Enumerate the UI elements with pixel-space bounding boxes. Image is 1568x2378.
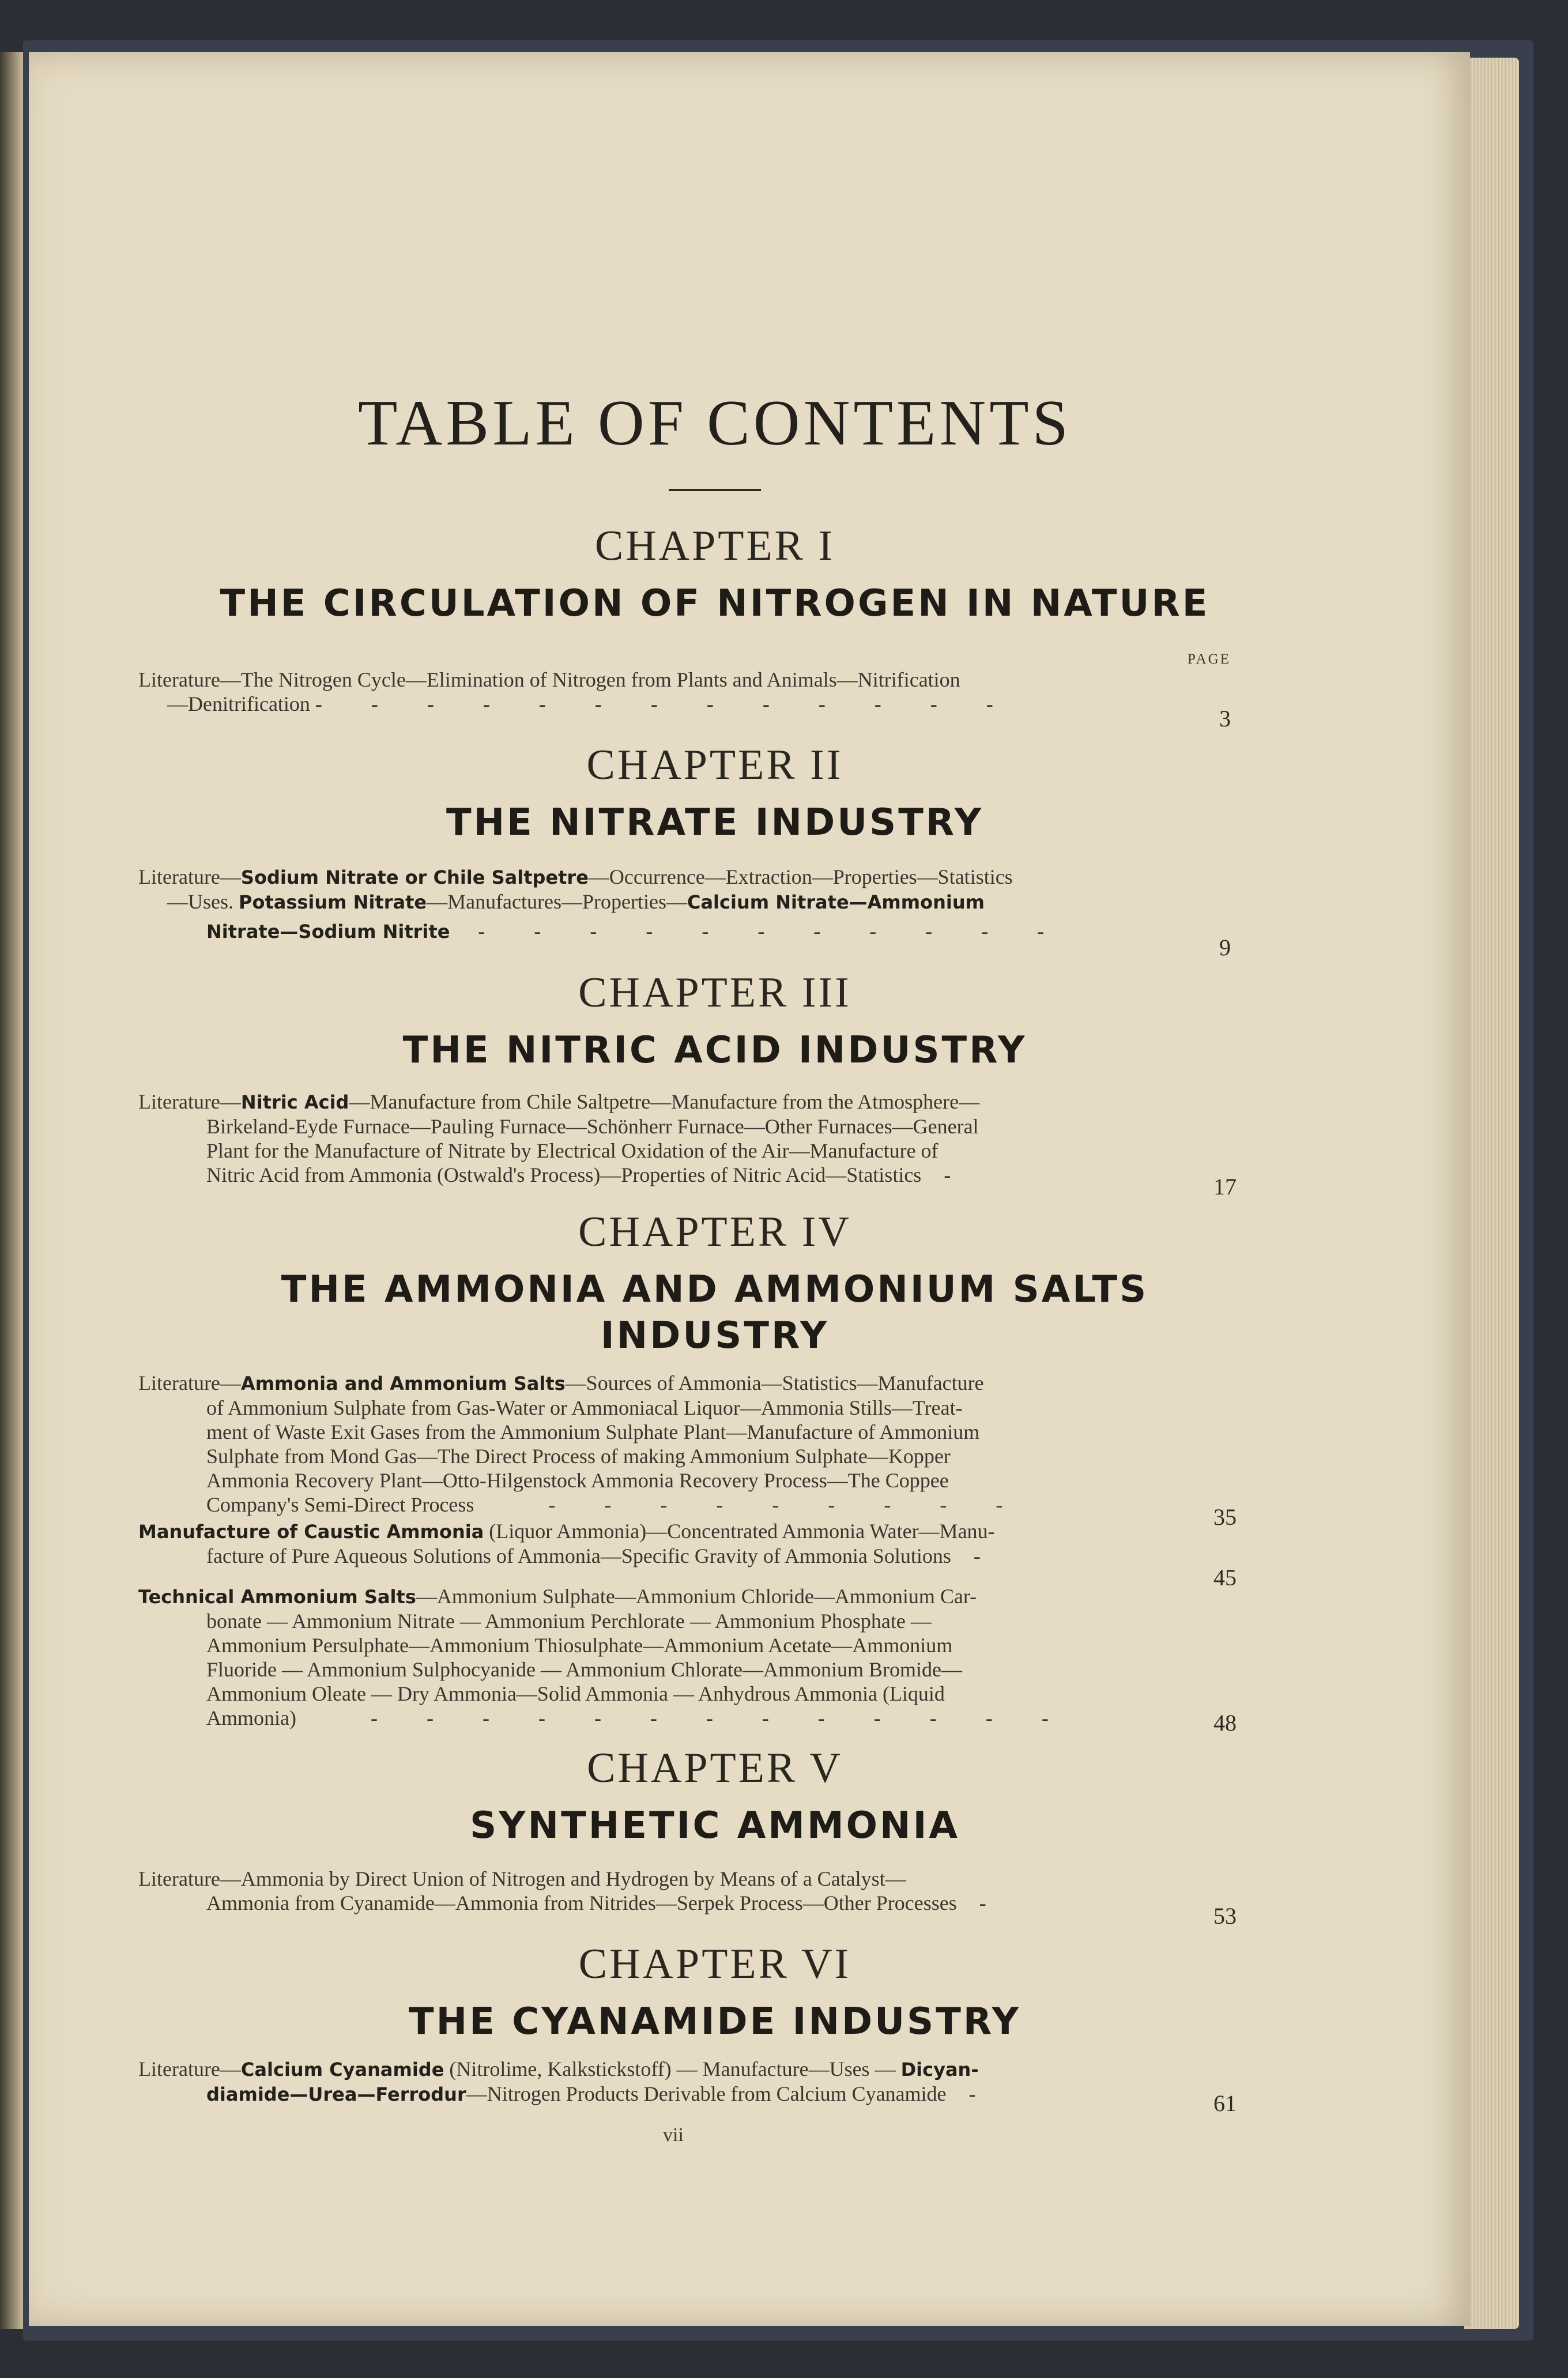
- entry-line: —Denitrification: [167, 692, 310, 715]
- chapter-1-heading: THE CIRCULATION OF NITROGEN IN NATURE: [220, 582, 1210, 625]
- chapter-2-number: CHAPTER II: [586, 741, 843, 789]
- page-folio: vii: [663, 2124, 684, 2146]
- chapter-4-heading-line-1: THE AMMONIA AND AMMONIUM SALTS: [281, 1268, 1149, 1311]
- chapter-5-number: CHAPTER V: [587, 1744, 843, 1792]
- chapter-4-entry-1: Literature—Ammonia and Ammonium Salts—Sources of Ammonia—Statistics—Manufacture of Ammonium Sulphate from Gas-Water or Ammoniacal Liquor—Ammonia Stills—Treat- ment of Waste Exit Gases from the Ammonium Sulphate Plant—Manufacture of Ammonium Sulphate from Mond Gas—The Direct Process of making Ammonium Sulphate—Kopper Ammonia Recovery Plant—Otto-Hilgenstock Ammonia Recovery Process—The Coppee Company's Semi-Direct Process - - - - - - - - -: [138, 1371, 1025, 1516]
- chapter-3-page-number: 17: [1213, 1174, 1237, 1200]
- chapter-3-entry: Literature—Nitric Acid—Manufacture from Chile Saltpetre—Manufacture from the Atmosphere— Birkeland-Eyde Furnace—Pauling Furnace—Schönherr Furnace—Other Furnaces—General Plant for the Manufacture of Nitrate by Electrical Oxidation of the Air—Manufacture of Nitric Acid from Ammonia (Ostwald's Process)—Properties of Nitric Acid—Statistics -: [138, 1090, 980, 1186]
- chapter-6-page-number: 61: [1213, 2090, 1237, 2116]
- book-page: [29, 52, 1470, 2326]
- book-fore-edge: [1464, 58, 1519, 2329]
- chapter-2-page-number: 9: [1219, 934, 1231, 960]
- chapter-5-page-number: 53: [1213, 1903, 1237, 1929]
- chapter-5-heading: SYNTHETIC AMMONIA: [470, 1804, 960, 1847]
- page-column-label: PAGE: [1188, 651, 1231, 667]
- chapter-6-entry: Literature—Calcium Cyanamide (Nitrolime, Kalkstickstoff) — Manufacture—Uses — Dicyan- diamide—Urea—Ferrodur—Nitrogen Products Derivable from Calcium Cyanamide -: [138, 2057, 979, 2105]
- chapter-1-page-number: 3: [1219, 706, 1231, 732]
- chapter-6-number: CHAPTER VI: [578, 1940, 851, 1988]
- chapter-2-entry: Literature—Sodium Nitrate or Chile Saltpetre—Occurrence—Extraction—Properties—Statistics —Uses. Potassium Nitrate—Manufactures—Properties—Calcium Nitrate—Ammonium Nitrate—Sodium Nitrite - - - - - - - - - - -: [138, 865, 1066, 943]
- chapter-4-number: CHAPTER IV: [578, 1208, 851, 1256]
- chapter-4-entry-2-page-number: 45: [1213, 1565, 1237, 1591]
- chapter-4-entry-2: Manufacture of Caustic Ammonia (Liquor Ammonia)—Concentrated Ammonia Water—Manu- facture of Pure Aqueous Solutions of Ammonia—Specific Gravity of Ammonia Solutions -: [138, 1520, 995, 1567]
- entry-line: Literature—The Nitrogen Cycle—Elimination of Nitrogen from Plants and Animals—Nitrification: [138, 668, 960, 691]
- chapter-3-number: CHAPTER III: [578, 969, 851, 1016]
- chapter-4-heading-line-2: INDUSTRY: [600, 1314, 830, 1357]
- chapter-1-entry: Literature—The Nitrogen Cycle—Elimination of Nitrogen from Plants and Animals—Nitrification —Denitrification - - - - - - - - - - - - -: [138, 668, 1199, 716]
- chapter-5-entry: Literature—Ammonia by Direct Union of Nitrogen and Hydrogen by Means of a Catalyst— Ammonia from Cyanamide—Ammonia from Nitrides—Serpek Process—Other Processes -: [138, 1867, 986, 1915]
- chapter-1-number: CHAPTER I: [594, 522, 835, 570]
- chapter-4-entry-1-page-number: 35: [1213, 1504, 1237, 1530]
- page-title: TABLE OF CONTENTS: [358, 387, 1072, 459]
- chapter-3-heading: THE NITRIC ACID INDUSTRY: [402, 1029, 1027, 1072]
- chapter-4-entry-3: Technical Ammonium Salts—Ammonium Sulphate—Ammonium Chloride—Ammonium Car- bonate — Ammonium Nitrate — Ammonium Perchlorate — Ammonium Phosphate — Ammonium Persulphate—Ammonium Thiosulphate—Ammonium Acetate—Ammonium Fluoride — Ammonium Sulphocyanide — Ammonium Chlorate—Ammonium Bromide— Ammonium Oleate — Dry Ammonia—Solid Ammonia — Anhydrous Ammonia (Liquid Ammonia) - - - - - - - - - - - - -: [138, 1585, 1071, 1729]
- title-rule: [669, 489, 761, 491]
- chapter-2-heading: THE NITRATE INDUSTRY: [446, 801, 984, 844]
- chapter-4-entry-3-page-number: 48: [1213, 1710, 1237, 1736]
- chapter-6-heading: THE CYANAMIDE INDUSTRY: [409, 2000, 1021, 2043]
